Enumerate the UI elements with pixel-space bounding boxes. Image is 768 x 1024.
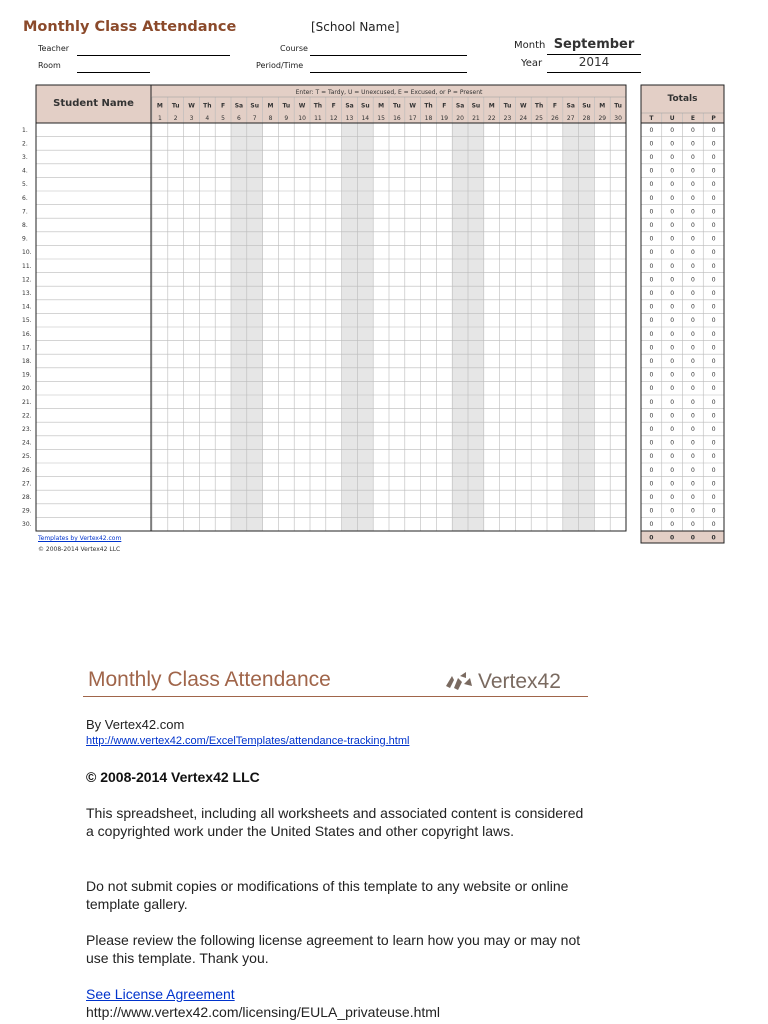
row-total-value: 0 [670,249,675,257]
year-label: Year [521,58,543,69]
day-abbrev: Tu [282,102,291,110]
day-number: 20 [456,115,464,122]
row-total-value: 0 [670,154,675,161]
row-total-value: 0 [670,222,675,229]
course-label: Course [280,44,308,53]
row-total-value: 0 [711,344,716,352]
row-total-value: 0 [711,358,716,365]
row-total-value: 0 [711,317,716,325]
totals-column-header: E [690,115,695,122]
row-total-value: 0 [711,480,716,488]
day-number: 23 [503,115,512,122]
grand-total-value: 0 [690,534,695,542]
row-number: 26. [22,466,32,474]
row-number: 24. [22,439,32,447]
row-total-value: 0 [670,330,675,338]
row-number: 21. [22,398,32,406]
row-total-value: 0 [649,140,654,148]
row-total-value: 0 [670,126,675,134]
template-url-link[interactable]: http://www.vertex42.com/ExcelTemplates/attendance-tracking.html [86,735,410,747]
row-total-value: 0 [711,181,716,189]
day-number: 10 [298,115,306,122]
row-total-value: 0 [711,466,716,474]
row-number: 25. [22,453,32,461]
row-total-value: 0 [690,262,695,270]
row-total-value: 0 [649,453,654,461]
row-total-value: 0 [670,290,675,297]
month-label: Month [514,40,546,51]
row-total-value: 0 [649,235,654,243]
row-total-value: 0 [690,194,695,202]
row-total-value: 0 [649,439,654,447]
row-total-value: 0 [711,276,716,284]
row-total-value: 0 [711,290,716,297]
row-total-value: 0 [670,466,675,474]
row-total-value: 0 [690,521,695,529]
day-number: 26 [551,115,559,122]
row-total-value: 0 [649,507,654,515]
day-abbrev: Tu [393,102,401,110]
row-total-value: 0 [711,371,716,379]
day-abbrev: Sa [455,102,465,110]
row-total-value: 0 [690,167,695,175]
license-url: http://www.vertex42.com/licensing/EULA_privateuse.html [86,1004,441,1020]
row-total-value: 0 [649,426,654,433]
row-total-value: 0 [690,222,695,229]
day-abbrev: W [188,102,195,110]
row-number: 29. [22,507,32,515]
row-total-value: 0 [670,453,675,461]
row-total-value: 0 [690,290,695,297]
day-number: 16 [393,115,401,122]
row-total-value: 0 [670,317,675,325]
row-total-value: 0 [711,303,716,311]
month-field[interactable]: September [547,37,641,55]
row-number: 20. [22,385,32,393]
row-total-value: 0 [649,317,654,325]
row-total-value: 0 [649,276,654,284]
row-total-value: 0 [711,194,716,202]
day-abbrev: Th [424,102,433,110]
license-agreement-link[interactable]: See License Agreement [86,986,235,1002]
row-total-value: 0 [649,480,654,488]
row-total-value: 0 [649,385,654,393]
row-total-value: 0 [690,398,695,406]
row-total-value: 0 [670,208,675,216]
day-number: 7 [252,115,257,122]
day-number: 18 [424,115,433,122]
row-total-value: 0 [690,303,695,311]
license-review-paragraph: Please review the following license agreement to learn how you may or may not use this template. Thank you. [86,932,581,966]
school-name-field[interactable]: [School Name] [311,20,400,34]
day-number: 8 [268,115,273,122]
row-number: 13. [22,290,32,297]
row-total-value: 0 [690,126,695,134]
row-total-value: 0 [649,344,654,352]
year-field[interactable]: 2014 [547,55,641,73]
row-total-value: 0 [670,426,675,433]
attendance-legend: Enter: T = Tardy, U = Unexcused, E = Excused, or P = Present [295,89,483,96]
row-total-value: 0 [690,208,695,216]
day-abbrev: F [552,102,557,110]
day-number: 17 [408,115,417,122]
row-total-value: 0 [649,330,654,338]
day-abbrev: Su [361,102,370,110]
row-total-value: 0 [670,494,675,501]
row-total-value: 0 [690,480,695,488]
teacher-label: Teacher [38,44,70,53]
row-total-value: 0 [670,303,675,311]
row-total-value: 0 [711,330,716,338]
row-number: 11. [22,262,32,270]
day-abbrev: Su [250,102,259,110]
row-total-value: 0 [690,249,695,257]
row-total-value: 0 [649,208,654,216]
day-number: 11 [314,115,322,122]
totals-column-header: P [711,115,716,122]
row-total-value: 0 [649,398,654,406]
row-number: 6. [22,194,28,202]
row-total-value: 0 [649,521,654,529]
day-abbrev: F [331,102,336,110]
row-total-value: 0 [690,181,695,189]
row-total-value: 0 [690,140,695,148]
day-number: 27 [566,115,575,122]
day-number: 1 [157,115,162,122]
day-number: 2 [173,115,178,122]
row-total-value: 0 [711,412,716,420]
row-total-value: 0 [649,167,654,175]
row-total-value: 0 [711,262,716,270]
day-abbrev: Su [582,102,591,110]
row-total-value: 0 [690,507,695,515]
totals-header: Totals [667,94,698,104]
row-total-value: 0 [711,222,716,229]
row-total-value: 0 [670,507,675,515]
row-total-value: 0 [670,385,675,393]
row-total-value: 0 [711,140,716,148]
row-total-value: 0 [670,167,675,175]
row-total-value: 0 [690,276,695,284]
row-number: 8. [22,222,28,229]
day-number: 25 [535,115,543,122]
vertex42-templates-link[interactable]: Templates by Vertex42.com [38,535,122,542]
row-number: 15. [22,317,32,325]
row-number: 12. [22,276,32,284]
row-total-value: 0 [711,249,716,257]
day-number: 29 [598,115,607,122]
row-number: 18. [22,358,32,365]
room-label: Room [38,61,61,70]
day-number: 5 [221,115,226,122]
row-total-value: 0 [670,344,675,352]
day-abbrev: W [519,102,527,110]
row-number: 19. [22,371,32,379]
row-number: 14. [22,303,32,311]
grand-total-value: 0 [649,534,654,542]
title-rule [83,696,588,697]
day-abbrev: M [488,102,495,110]
row-total-value: 0 [670,181,675,189]
row-total-value: 0 [670,235,675,243]
row-total-value: 0 [670,412,675,420]
row-total-value: 0 [711,398,716,406]
row-total-value: 0 [670,371,675,379]
day-abbrev: W [409,102,417,110]
row-total-value: 0 [690,344,695,352]
period-label: Period/Time [256,61,304,70]
row-total-value: 0 [649,412,654,420]
row-total-value: 0 [690,154,695,161]
row-number: 4. [22,167,28,175]
day-abbrev: Sa [234,102,244,110]
day-abbrev: Su [471,102,481,110]
row-number: 10. [22,249,32,257]
row-number: 5. [22,181,28,189]
row-number: 1. [22,126,28,134]
row-total-value: 0 [649,181,654,189]
row-total-value: 0 [649,194,654,202]
day-abbrev: Tu [614,102,622,110]
row-total-value: 0 [690,235,695,243]
page-title: Monthly Class Attendance [23,19,237,35]
day-number: 14 [361,115,370,122]
row-total-value: 0 [649,466,654,474]
day-abbrev: F [221,102,226,110]
row-total-value: 0 [711,385,716,393]
row-total-value: 0 [711,167,716,175]
row-total-value: 0 [711,439,716,447]
copyright-heading: © 2008-2014 Vertex42 LLC [86,769,260,785]
row-total-value: 0 [711,126,716,134]
grid-border [36,85,626,531]
by-line: By Vertex42.com [86,717,185,732]
day-abbrev: Th [203,102,212,110]
row-total-value: 0 [670,276,675,284]
totals-column-header: T [649,115,654,122]
row-total-value: 0 [649,262,654,270]
row-total-value: 0 [670,480,675,488]
no-submit-paragraph: Do not submit copies or modifications of this template to any website or online template gallery. [86,878,569,912]
row-total-value: 0 [690,358,695,365]
row-total-value: 0 [670,262,675,270]
row-total-value: 0 [690,494,695,501]
info-page-title: Monthly Class Attendance [88,668,331,691]
row-total-value: 0 [711,507,716,515]
day-number: 13 [345,115,354,122]
grand-total-value: 0 [711,534,716,542]
day-abbrev: F [442,102,447,110]
row-total-value: 0 [711,453,716,461]
row-total-value: 0 [670,439,675,447]
day-number: 6 [236,115,241,122]
day-abbrev: M [156,102,163,110]
vertex42-logo [444,668,584,694]
day-number: 30 [614,115,622,122]
row-number: 28. [22,494,32,501]
day-abbrev: Sa [345,102,354,110]
student-name-header: Student Name [53,98,134,109]
row-total-value: 0 [690,317,695,325]
day-number: 3 [189,115,194,122]
row-number: 2. [22,140,28,148]
row-total-value: 0 [649,494,654,501]
day-number: 9 [284,115,289,122]
row-total-value: 0 [711,521,716,529]
row-number: 16. [22,330,32,338]
day-number: 4 [205,115,210,122]
row-total-value: 0 [649,126,654,134]
row-total-value: 0 [711,235,716,243]
day-number: 15 [377,115,385,122]
row-total-value: 0 [690,385,695,393]
day-number: 28 [582,115,591,122]
day-abbrev: M [599,102,606,110]
totals-column-header: U [669,115,675,122]
row-total-value: 0 [670,398,675,406]
row-total-value: 0 [649,358,654,365]
row-number: 3. [22,154,28,161]
copyright-paragraph: This spreadsheet, including all worksheets and associated content is considered a copyrighted work under the United States and other copyright laws. [86,805,584,839]
day-abbrev: Sa [566,102,575,110]
row-number: 27. [22,480,32,488]
row-number: 22. [22,412,32,420]
day-abbrev: M [267,102,274,110]
row-total-value: 0 [690,426,695,433]
row-total-value: 0 [690,466,695,474]
day-abbrev: Tu [171,102,180,110]
row-total-value: 0 [649,290,654,297]
day-abbrev: Th [313,102,323,110]
row-total-value: 0 [670,358,675,365]
row-number: 7. [22,208,28,216]
day-number: 24 [519,115,528,122]
row-total-value: 0 [711,426,716,433]
row-number: 17. [22,344,32,352]
logo-wordmark: Vertex42 [478,670,561,693]
row-number: 23. [22,426,32,433]
row-total-value: 0 [670,194,675,202]
row-total-value: 0 [670,521,675,529]
day-number: 19 [440,115,449,122]
row-total-value: 0 [711,494,716,501]
row-number: 30. [22,521,32,529]
row-total-value: 0 [649,303,654,311]
row-total-value: 0 [649,371,654,379]
row-total-value: 0 [711,208,716,216]
row-total-value: 0 [711,154,716,161]
day-abbrev: Th [534,102,544,110]
row-number: 9. [22,235,28,243]
day-number: 22 [487,115,496,122]
row-total-value: 0 [690,412,695,420]
row-total-value: 0 [690,453,695,461]
day-number: 21 [472,115,480,122]
row-total-value: 0 [690,371,695,379]
day-abbrev: M [378,102,385,110]
row-total-value: 0 [649,249,654,257]
grand-total-value: 0 [670,534,675,542]
day-abbrev: Tu [503,102,512,110]
row-total-value: 0 [690,439,695,447]
day-abbrev: W [298,102,306,110]
row-total-value: 0 [690,330,695,338]
row-total-value: 0 [649,154,654,161]
row-total-value: 0 [649,222,654,229]
row-total-value: 0 [670,140,675,148]
footer-copyright: © 2008-2014 Vertex42 LLC [38,546,121,553]
day-number: 12 [329,115,338,122]
